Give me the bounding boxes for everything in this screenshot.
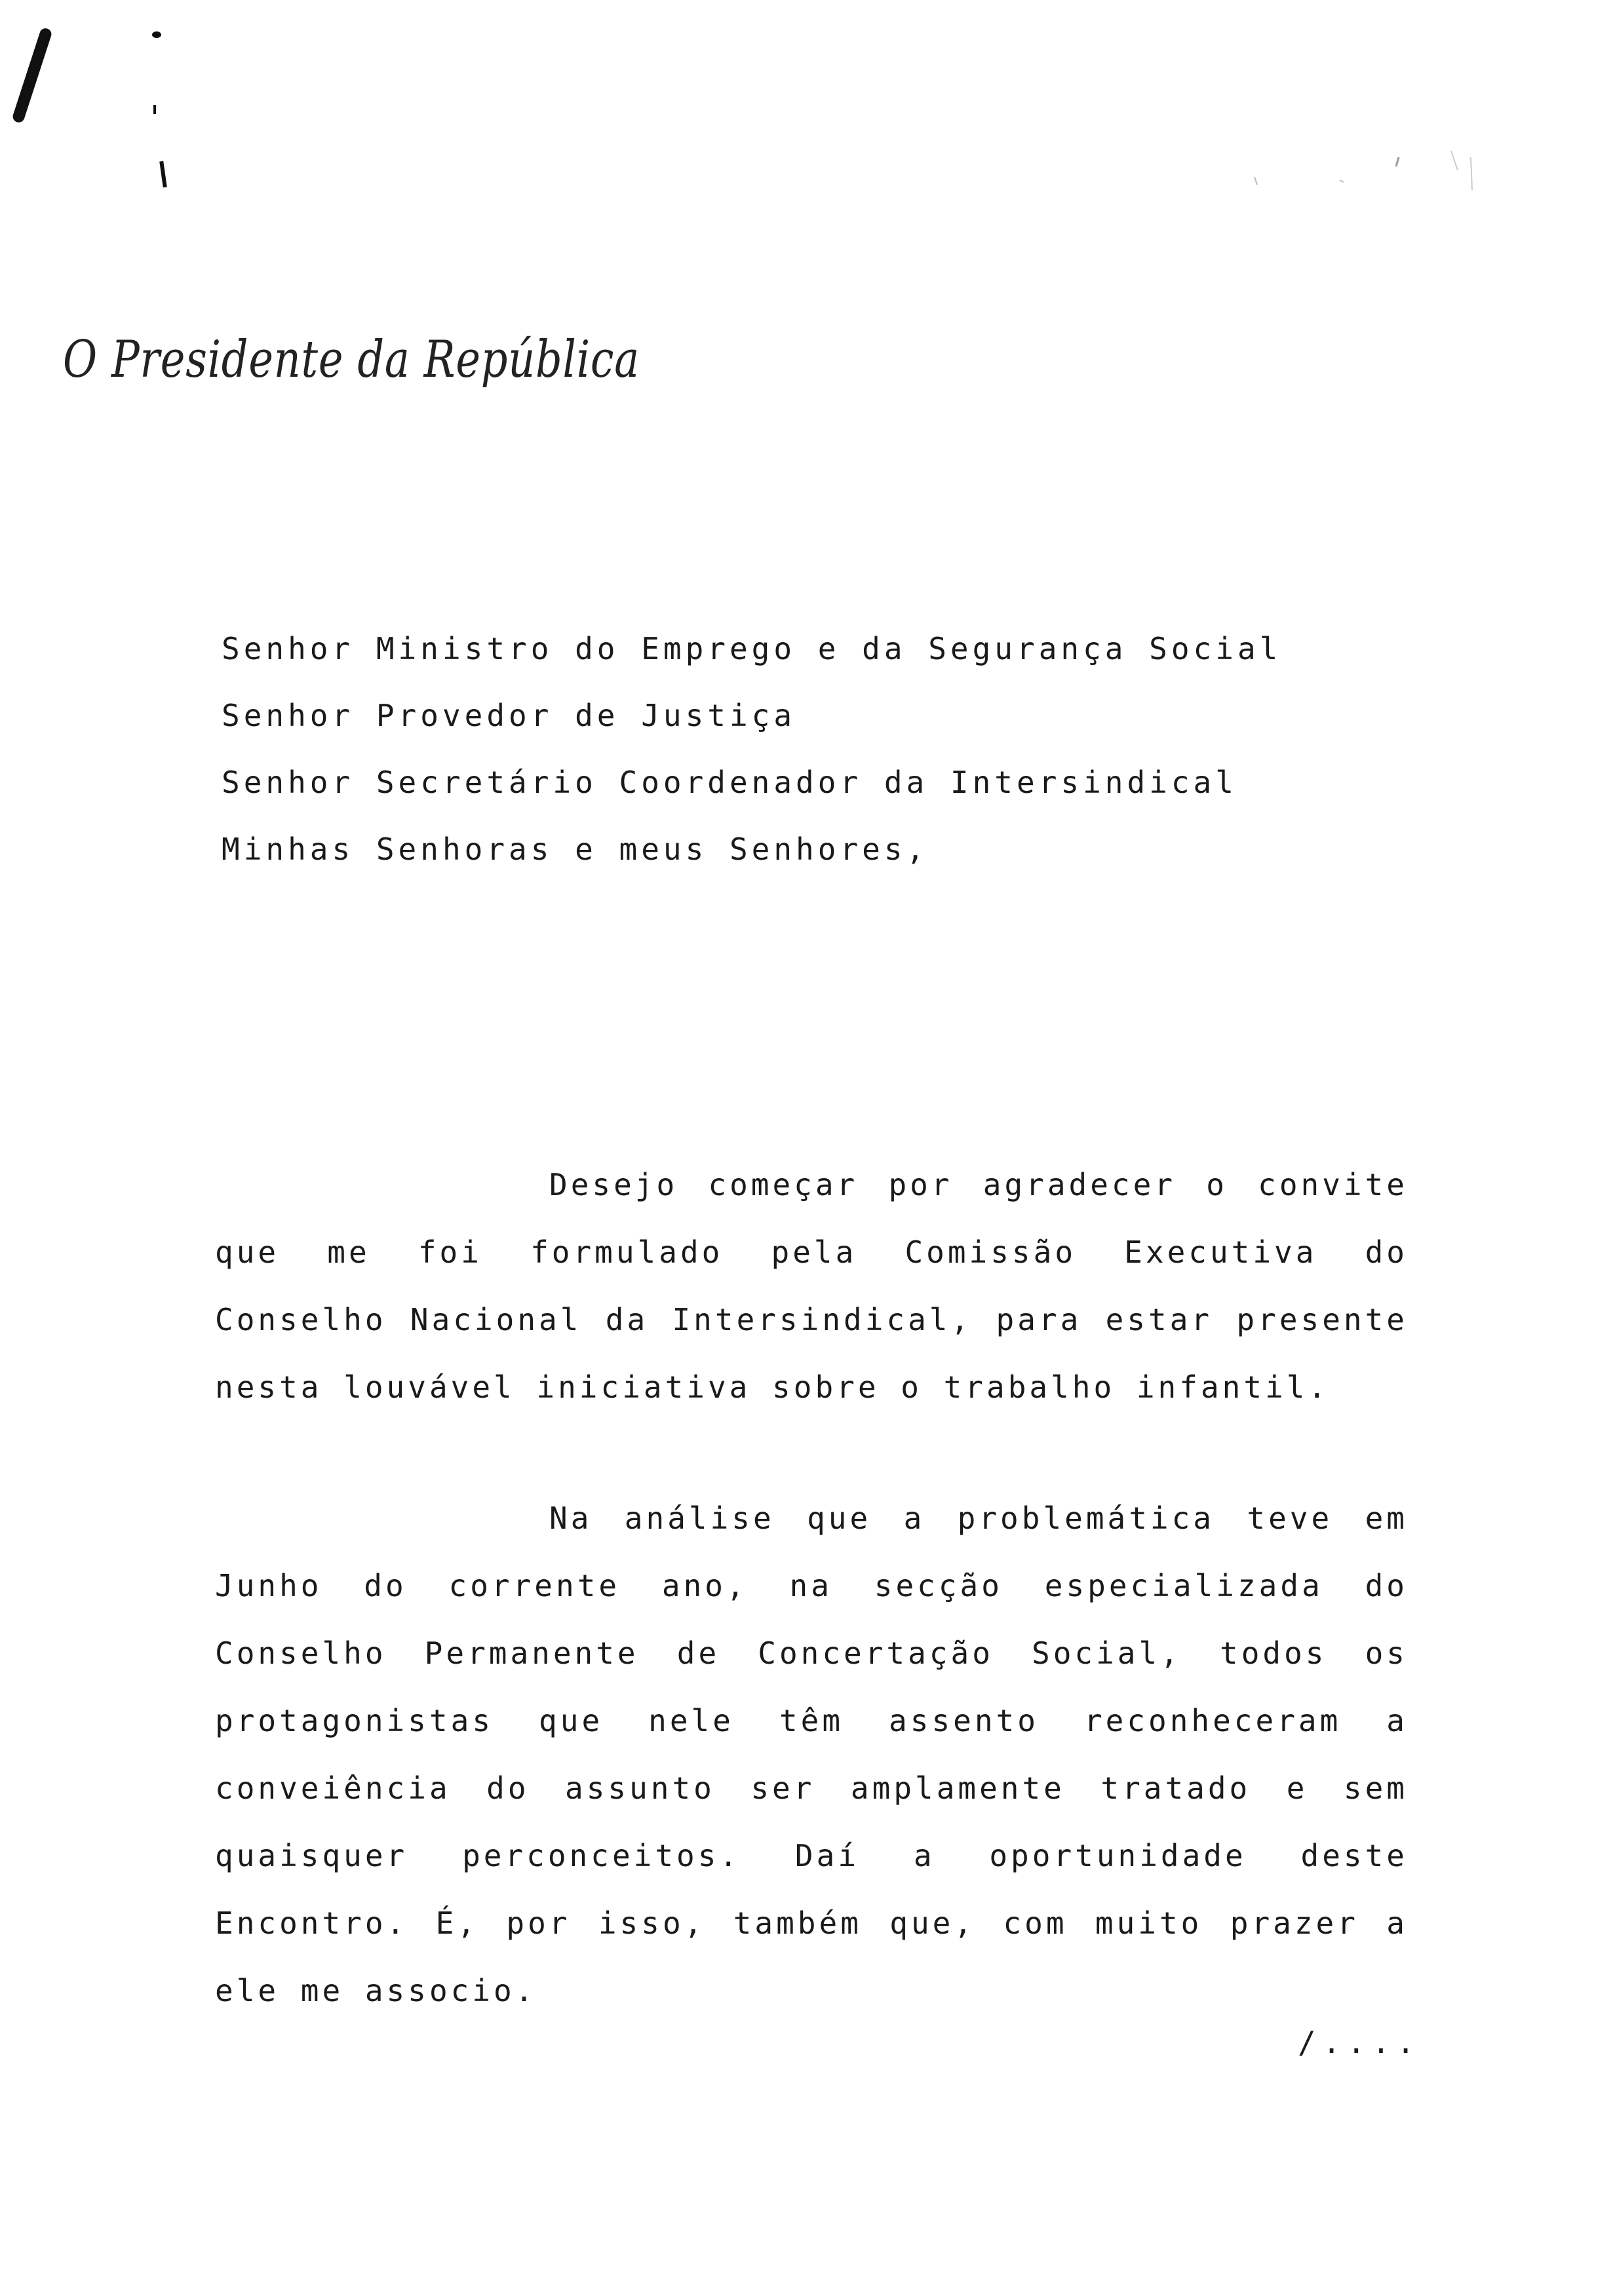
salutation-line: Senhor Provedor de Justiça (222, 698, 796, 733)
body-paragraph: Desejo começar por agradecer o convite que me foi formulado pela Comissão Executiva do Conselho Nacional da Intersindical, para estar presente nesta louvável iniciativa sobre o trabalho infantil. (215, 1167, 1408, 1405)
salutation-line: Senhor Ministro do Emprego e da Segurança Social (222, 631, 1282, 666)
scan-mark (153, 105, 156, 114)
scan-mark (152, 31, 161, 38)
continuation-mark: /.... (1298, 2025, 1422, 2060)
salutation-block (222, 626, 1467, 893)
scan-noise (1235, 144, 1484, 197)
letterhead-script (63, 315, 653, 400)
scan-mark (159, 161, 167, 187)
svg-text:O Presidente da República: O Presidente da República (63, 330, 640, 389)
body-paragraph: Na análise que a problemática teve em Junho do corrente ano, na secção especializada do Conselho Permanente de Concertação Social, todos os protagonistas que nele têm assento reconheceram a conveiência do assunto ser amplamente tratado e sem quaisquer perconceitos. Daí a oportunidade deste Encontro. É, por isso, também que, com muito prazer a ele me associo. (215, 1501, 1408, 2008)
letterhead (63, 315, 653, 400)
scan-mark (11, 27, 52, 124)
salutation-line: Minhas Senhoras e meus Senhores, (222, 832, 929, 867)
salutation-line: Senhor Secretário Coordenador da Intersindical (222, 765, 1237, 800)
